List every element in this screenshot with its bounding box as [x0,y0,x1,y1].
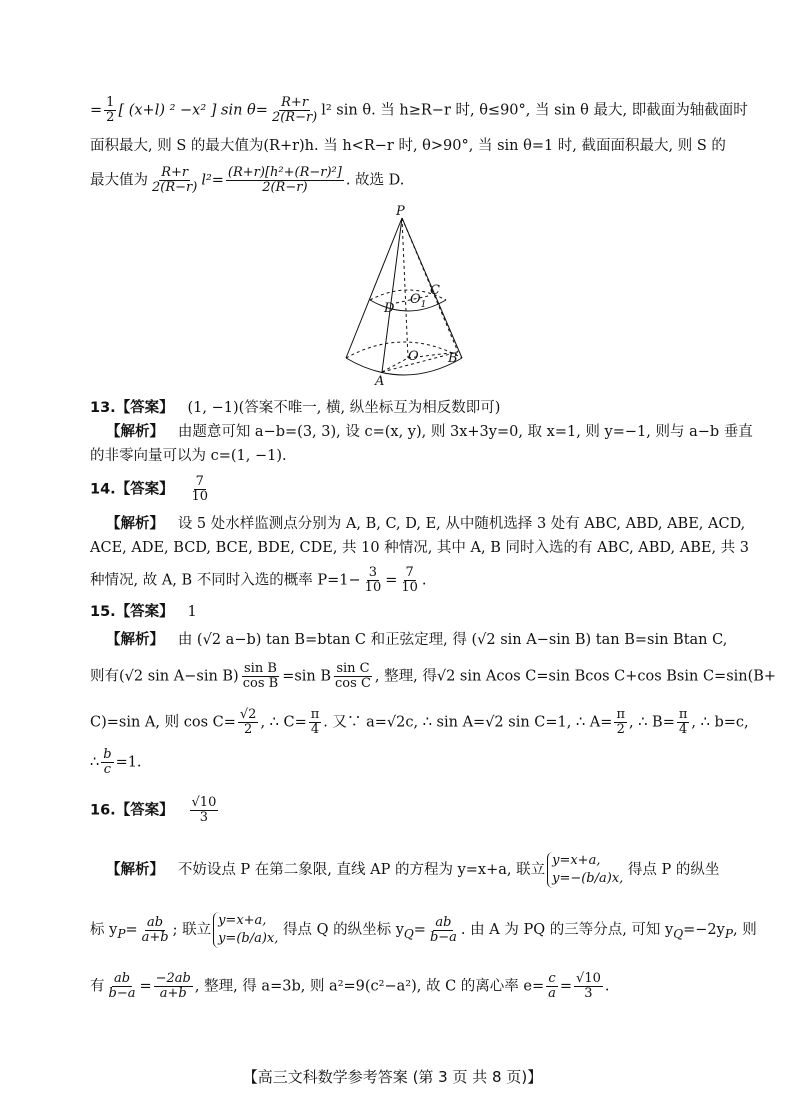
fraction [363,566,384,595]
fraction [150,166,199,195]
fraction [241,662,280,691]
text: , ∴ B= [628,714,675,731]
numerator: c [548,971,556,986]
q16-analysis-1 [106,852,719,888]
q15-analysis-3 [90,708,749,737]
equation: y=(b/a)x, [218,931,279,946]
cone-edge-PA [382,218,402,372]
numerator: 1 [106,95,115,110]
denominator: c [103,762,112,777]
text: 得点 P 的纵坐 [627,862,720,878]
fraction [226,166,344,195]
page-footer: 【高三文科数学参考答案 (第 3 页 共 8 页)】 [242,1068,543,1086]
equation-system [213,912,278,948]
q14-analysis-1 [106,514,745,534]
fraction [104,96,116,125]
denominator: 2(R−r) [152,180,198,195]
text: 种情况, 故 A, B 不同时入选的概率 P=1− [90,572,361,589]
q15-analysis-4 [90,748,142,777]
text: 由 (√2 a−b) tan B=btan C 和正弦定理, 得 (√2 sin A−sin B) tan B=sin Btan C, [177,632,728,648]
numerator: R+r [161,165,189,180]
text: . [604,978,610,995]
numerator: ab [435,914,452,930]
prev-line-3 [90,166,404,195]
numerator: sin B [244,661,277,676]
text: . 故选 D. [345,172,405,189]
numerator: √10 [576,971,601,986]
numerator: 7 [405,565,414,580]
subscript: Q [673,926,684,941]
numerator: −2ab [155,971,191,986]
text: 设 5 处水样监测点分别为 A, B, C, D, E, 从中随机选择 3 处有 ABC, ABD, ABE, ACD, [177,516,746,532]
chord-AB [382,352,458,372]
subscript: Q [403,926,414,941]
denominator: b−a [108,986,136,1001]
text: . 由 A 为 PQ 的三等分点, 可知 y [460,922,674,938]
q15-analysis-2 [90,662,776,691]
label-B: B [448,351,458,366]
fraction [270,96,319,125]
text: , 则 [732,922,757,938]
answer-tag: 【答案】 [115,400,174,416]
fraction [546,972,558,1001]
text: 由题意可知 a−b=(3, 3), 设 c=(x, y), 则 3x+3y=0, 取 x=1, 则 y=−1, 则与 a−b 垂直 [177,424,753,440]
fraction [399,566,420,595]
denominator: a+b [159,986,187,1001]
text: 有 [90,978,105,995]
q14-answer [90,475,212,504]
radius-OA [382,358,408,372]
denominator: cos C [335,676,371,691]
denominator: 2(R−r) [271,110,318,125]
fraction [140,916,171,945]
text: ∴ [90,754,100,771]
label-C: C [430,283,440,298]
label-O1: $O_1$ [410,292,427,310]
analysis-tag: 【解析】 [106,862,164,878]
numerator: ab [147,914,164,930]
equation: y=x+a, [552,853,601,868]
label-P: P [396,204,405,219]
cone-axis [402,218,408,358]
label-A: A [375,374,385,389]
numerator: R+r [281,95,309,110]
section-front-arc [370,300,446,311]
fraction [333,662,373,691]
subscript: P [117,926,126,941]
question-number: 15. [90,604,116,620]
numerator: π [310,707,320,722]
denominator: a [548,986,556,1001]
fraction [107,972,138,1001]
denominator: 2 [106,110,115,125]
fraction [101,748,113,777]
text: , ∴ b=c, [691,714,749,731]
text: . [421,572,427,589]
q16-analysis-2 [90,912,757,948]
text: = [413,922,426,938]
numerator: (R+r)[h²+(R−r)²] [227,165,342,180]
denominator: 2 [616,722,625,737]
fraction [309,708,322,737]
text: =−2y [683,922,725,938]
analysis-tag: 【解析】 [106,516,164,532]
denominator: 3 [584,986,593,1001]
fraction [428,916,459,945]
label-D: D [384,301,395,316]
denominator: 10 [364,580,382,595]
q15-analysis-1 [106,630,727,650]
fraction [614,708,627,737]
text: 最大值为 [90,172,148,189]
text: = [385,572,398,589]
analysis-tag: 【解析】 [106,632,164,648]
q15-answer [90,602,197,622]
label-O: O [408,349,419,364]
denominator: 2(R−r) [262,180,308,195]
denominator: 4 [678,722,688,737]
cone-figure [330,200,480,390]
text: l²= [201,172,224,189]
text: = [139,978,152,995]
text: = [90,102,103,119]
fraction [677,708,690,737]
answer-fraction [190,475,211,504]
numerator: 3 [368,565,378,580]
text: , 整理, 得 a=3b, 则 a²=9(c²−a²), 故 C 的离心率 e= [194,978,545,995]
answer-fraction [190,796,219,825]
denominator: 3 [199,810,209,825]
numerator: b [103,747,112,762]
answer-value: (1, −1)(答案不唯一, 横, 纵坐标互为相反数即可) [187,400,501,416]
text: . 又∵ a=√2c, ∴ sin A=√2 sin C=1, ∴ A= [323,714,613,731]
text: , ∴ C= [260,714,307,731]
text: ; 联立 [172,922,212,938]
equation-system [547,852,623,888]
denominator: 4 [310,722,320,737]
q14-analysis-3 [90,566,427,595]
base-back-arc [346,342,462,358]
q16-analysis-3 [90,972,609,1001]
text: C)=sin A, 则 cos C= [90,714,236,731]
answer-tag: 【答案】 [115,481,174,498]
numerator: sin C [336,661,370,676]
text: = [125,922,138,938]
subscript: P [724,926,733,941]
text: =1. [115,754,142,771]
text: , 整理, 得√2 sin Acos C=sin Bcos C+cos Bsin C=sin(B+ [374,668,777,685]
fraction [574,972,603,1001]
numerator: π [616,707,625,722]
prev-line-1 [90,96,748,125]
q16-answer [90,796,220,825]
q13-analysis-1 [106,422,753,442]
fraction [238,708,259,737]
numerator: π [678,707,688,722]
prev-line-2: 面积最大, 则 S 的最大值为(R+r)h. 当 h<R−r 时, θ>90°, 当 sin θ=1 时, 截面面积最大, 则 S 的 [90,138,726,154]
denominator: 10 [401,580,418,595]
denominator: 2 [244,722,253,737]
denominator: 10 [191,489,209,504]
numerator: ab [113,971,131,986]
answer-tag: 【答案】 [115,604,174,620]
denominator: a+b [141,929,169,945]
text: 标 y [90,922,118,938]
answer-value: 1 [187,604,197,620]
numerator: √10 [191,795,217,810]
text: =sin B [282,668,332,685]
denominator: b−a [429,929,457,945]
numerator: √2 [239,707,257,722]
text: 则有(√2 sin A−sin B) [90,668,239,685]
text: = [559,978,573,995]
q14-analysis-2: ACE, ADE, BCD, BCE, BDE, CDE, 共 10 种情况, 其中 A, B 同时入选的有 ABC, ABD, ABE, 共 3 [90,540,750,556]
q13-analysis-2: 的非零向量可以为 c=(1, −1). [90,448,287,464]
equation: y=x+a, [218,913,267,928]
text: [ (x+l) ² −x² ] sin θ= [118,102,268,119]
fraction [154,972,193,1001]
answer-tag: 【答案】 [115,802,174,819]
question-number: 13. [90,400,116,416]
question-number: 14. [90,481,116,498]
text: 得点 Q 的纵坐标 y [282,922,404,938]
analysis-tag: 【解析】 [106,424,164,440]
text: l² sin θ. 当 h≥R−r 时, θ≤90°, 当 sin θ 最大, 即截面为轴截面时 [321,102,748,119]
question-number: 16. [90,802,116,819]
denominator: cos B [242,676,279,691]
equation: y=−(b/a)x, [552,871,624,886]
cone-edge-left [346,218,402,358]
q13-answer [90,398,500,418]
numerator: 7 [195,474,204,489]
text: 不妨设点 P 在第二象限, 直线 AP 的方程为 y=x+a, 联立 [177,862,546,878]
